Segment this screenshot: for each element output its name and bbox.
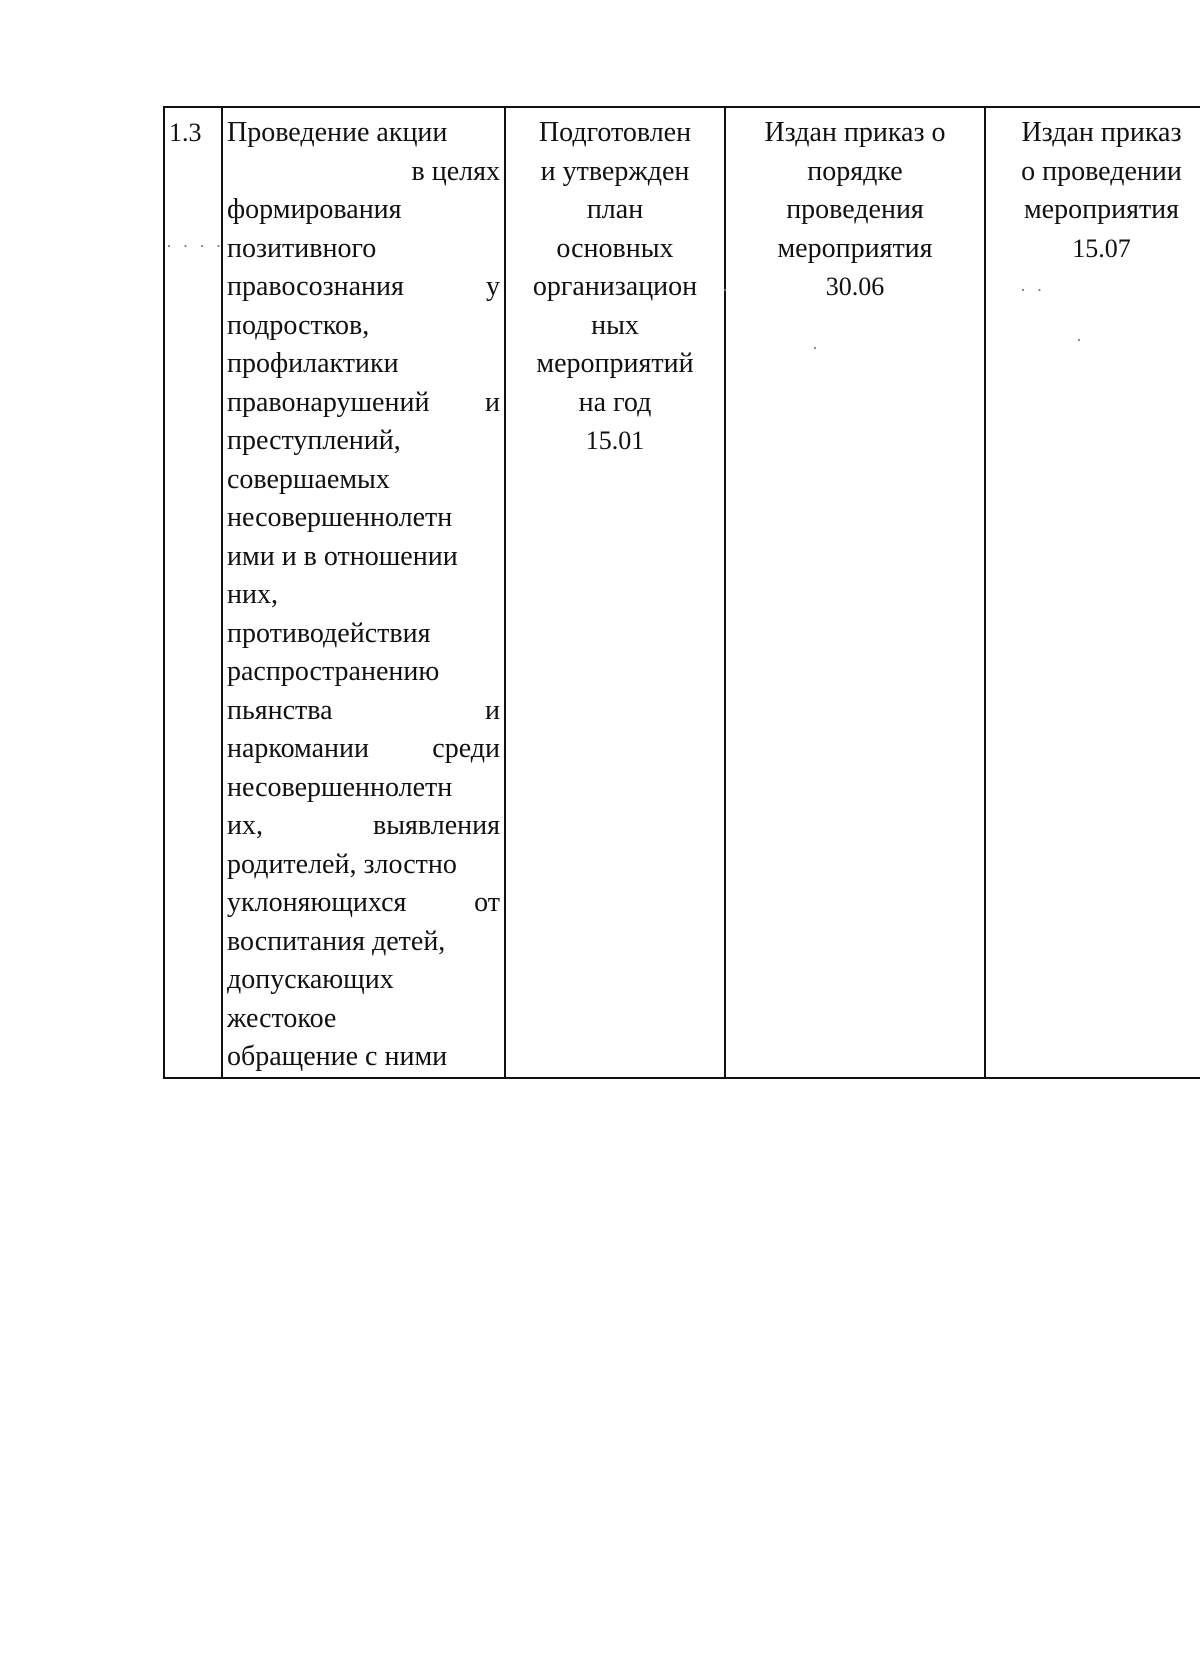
event-line: позитивного [227,232,377,264]
event-line: формирования [227,194,402,225]
event-line: профилактики [227,348,399,379]
result-line: ных [591,309,639,341]
event-line: родителей, злостно [227,848,457,880]
order1-date: 30.06 [825,272,885,301]
event-line: преступлений, [227,425,401,456]
event-line: подростков, [227,309,370,341]
order2-date: 15.07 [1072,233,1131,263]
order-cell-2 [985,107,1200,1078]
event-line: правонарушений и [227,386,500,418]
event-line: несовершеннолетн [227,502,453,533]
result-line: на год [578,386,652,418]
scan-artifact: · [812,338,821,358]
scan-artifact: · · · · [166,236,225,256]
event-line: воспитания детей, [227,925,446,957]
result-line: организацион [532,271,698,302]
order-cell-1 [725,107,985,1078]
result-line: план [586,194,644,225]
order1-line: порядке [807,155,903,187]
order2-line: Издан приказ [1021,117,1182,148]
result-line: мероприятий [536,348,694,379]
result-date: 15.01 [585,426,645,455]
order2-line: о проведении [1021,155,1182,187]
event-line: несовершеннолетн [227,771,453,803]
order1-line: Издан приказ о [764,117,946,148]
result-line: Подготовлен [538,117,692,148]
scan-artifact: · [722,280,731,300]
result-cell [505,107,725,1078]
event-line: обращение с ними [227,1041,448,1072]
order2-line: мероприятия [1023,194,1180,225]
event-line: пьянства и [227,694,500,726]
event-line: жестокое [227,1002,337,1034]
event-line: их, выявления [227,810,500,841]
event-line: распространению [227,656,440,687]
row-number-cell [164,107,225,1078]
event-line: совершаемых [227,463,390,495]
order1-line: мероприятия [777,232,933,264]
event-line: уклоняющихся от [227,887,500,918]
result-line: основных [556,232,674,264]
row-number: 1.3 [169,118,202,147]
plan-table [163,106,1200,1079]
order1-line: проведения [786,194,924,225]
result-line: и утвержден [540,155,690,187]
table-row [164,107,1200,1078]
event-line: в целях [411,155,500,187]
event-description-cell [222,107,505,1078]
event-line: ими и в отношении [227,540,458,572]
scan-artifact: · · [1020,280,1046,300]
event-line: Проведение акции [227,117,448,148]
event-line: них, [227,579,278,610]
scan-artifact: · [1076,330,1085,350]
event-line: правосознания у [227,271,500,302]
event-line: противодействия [227,617,431,649]
event-line: допускающих [227,964,394,995]
event-line: наркомании среди [227,733,500,764]
